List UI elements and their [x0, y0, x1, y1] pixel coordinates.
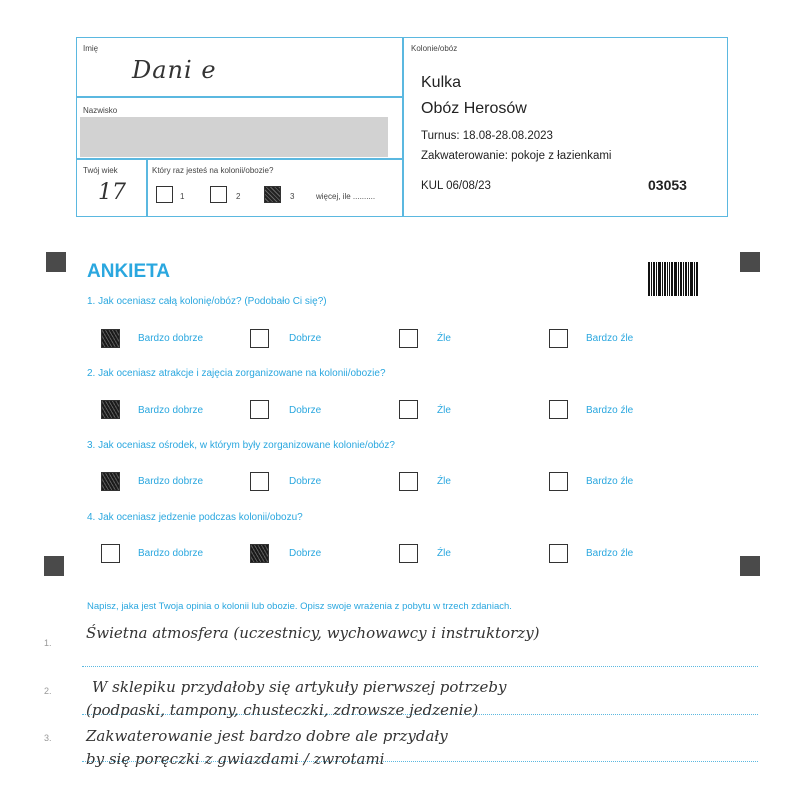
handwritten-answer-3a[interactable]: Zakwaterowanie jest bardzo dobre ale przydały	[86, 727, 448, 745]
question-4: 4. Jak oceniasz jedzenie podczas kolonii/obozu?	[87, 512, 303, 523]
survey-title: ANKIETA	[87, 261, 171, 282]
q4-label-bardzo-dobrze: Bardzo dobrze	[138, 548, 204, 559]
q2-label-bardzo-zle: Bardzo źle	[586, 405, 634, 416]
q2-option-bardzo-dobrze[interactable]	[101, 400, 120, 419]
registration-marker-tl	[46, 252, 66, 272]
q4-label-dobrze: Dobrze	[289, 548, 322, 559]
q4-label-bardzo-zle: Bardzo źle	[586, 548, 634, 559]
q2-label-zle: Źle	[437, 405, 451, 416]
turnus-dates: Turnus: 18.08-28.08.2023	[421, 130, 553, 142]
q1-option-bardzo-dobrze[interactable]	[101, 329, 120, 348]
q3-label-zle: Źle	[437, 476, 451, 487]
handwritten-answer-1[interactable]: Świetna atmosfera (uczestnicy, wychowawcy i instruktorzy)	[86, 624, 540, 642]
times-checkbox-1[interactable]	[156, 186, 173, 203]
q2-option-dobrze[interactable]	[250, 400, 269, 419]
q1-label-bardzo-zle: Bardzo źle	[586, 333, 634, 344]
q2-label-dobrze: Dobrze	[289, 405, 322, 416]
q2-option-zle[interactable]	[399, 400, 418, 419]
camp-name-kulka: Kulka	[421, 74, 462, 91]
times-checkbox-3[interactable]	[264, 186, 281, 203]
q1-label-dobrze: Dobrze	[289, 333, 322, 344]
opinion-prompt: Napisz, jaka jest Twoja opinia o kolonii lub obozie. Opisz swoje wrażenia z pobytu w trzech zdaniach.	[87, 601, 512, 612]
answer-line-1	[82, 666, 758, 667]
q3-label-bardzo-dobrze: Bardzo dobrze	[138, 476, 204, 487]
q2-label-bardzo-dobrze: Bardzo dobrze	[138, 405, 204, 416]
registration-marker-bl	[44, 556, 64, 576]
times-option-3: 3	[290, 192, 295, 201]
age-divider	[146, 158, 148, 217]
times-option-1: 1	[180, 192, 185, 201]
handwritten-answer-3b[interactable]: by się poręczki z gwiazdami / zwrotami	[86, 750, 385, 768]
surname-divider	[76, 158, 403, 160]
q1-label-zle: Źle	[437, 333, 451, 344]
age-label: Twój wiek	[83, 166, 118, 175]
q4-label-zle: Źle	[437, 548, 451, 559]
age-field[interactable]: 17	[98, 180, 126, 205]
q2-option-bardzo-zle[interactable]	[549, 400, 568, 419]
name-divider	[76, 96, 403, 98]
accommodation-info: Zakwaterowanie: pokoje z łazienkami	[421, 150, 612, 162]
name-label: Imię	[83, 44, 99, 53]
times-label: Który raz jesteś na kolonii/obozie?	[152, 166, 274, 175]
q3-option-bardzo-zle[interactable]	[549, 472, 568, 491]
q3-option-zle[interactable]	[399, 472, 418, 491]
camp-code: KUL 06/08/23	[421, 180, 491, 192]
question-3: 3. Jak oceniasz ośrodek, w którym były zorganizowane kolonie/obóz?	[87, 440, 395, 451]
registration-marker-br	[740, 556, 760, 576]
registration-marker-tr	[740, 252, 760, 272]
q3-option-dobrze[interactable]	[250, 472, 269, 491]
q4-option-dobrze[interactable]	[250, 544, 269, 563]
q4-option-zle[interactable]	[399, 544, 418, 563]
times-checkbox-2[interactable]	[210, 186, 227, 203]
name-field[interactable]: Dani e	[132, 56, 217, 84]
surname-label: Nazwisko	[83, 106, 118, 115]
q1-option-zle[interactable]	[399, 329, 418, 348]
surname-field-redacted[interactable]	[80, 117, 388, 157]
times-option-2: 2	[236, 192, 241, 201]
q4-option-bardzo-zle[interactable]	[549, 544, 568, 563]
line-number-2: 2.	[44, 686, 52, 696]
barcode	[648, 262, 699, 296]
times-more-field[interactable]: więcej, ile ..........	[316, 192, 376, 201]
form-number: 03053	[648, 177, 687, 193]
q3-label-bardzo-zle: Bardzo źle	[586, 476, 634, 487]
question-2: 2. Jak oceniasz atrakcje i zajęcia zorganizowane na kolonii/obozie?	[87, 368, 386, 379]
handwritten-answer-2a[interactable]: W sklepiku przydałoby się artykuły pierwszej potrzeby	[92, 678, 507, 696]
camp-label: Kolonie/obóz	[411, 44, 458, 53]
q1-label-bardzo-dobrze: Bardzo dobrze	[138, 333, 204, 344]
camp-name-oboz: Obóz Herosów	[421, 100, 527, 117]
question-1: 1. Jak oceniasz całą kolonię/obóz? (Podobało Ci się?)	[87, 296, 327, 307]
q3-label-dobrze: Dobrze	[289, 476, 322, 487]
handwritten-answer-2b[interactable]: (podpaski, tampony, chusteczki, zdrowsze jedzenie)	[86, 701, 479, 719]
line-number-3: 3.	[44, 733, 52, 743]
q4-option-bardzo-dobrze[interactable]	[101, 544, 120, 563]
q1-option-bardzo-zle[interactable]	[549, 329, 568, 348]
header-divider	[402, 37, 404, 217]
q3-option-bardzo-dobrze[interactable]	[101, 472, 120, 491]
q1-option-dobrze[interactable]	[250, 329, 269, 348]
line-number-1: 1.	[44, 638, 52, 648]
